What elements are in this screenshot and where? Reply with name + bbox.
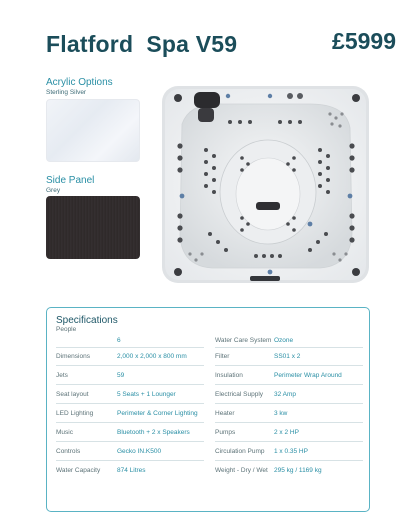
specifications-title: Specifications (56, 315, 118, 326)
spec-label: Dimensions (56, 353, 90, 360)
spec-value: Ozone (274, 337, 294, 344)
spec-label: LED Lighting (56, 410, 94, 417)
spec-value: 5 Seats + 1 Lounger (117, 391, 176, 398)
spec-label: Electrical Supply (215, 391, 264, 398)
spec-value: 1 x 0.35 HP (274, 448, 308, 455)
spec-value: 6 (117, 337, 121, 344)
spec-value: 3 kw (274, 410, 288, 417)
row-divider (215, 384, 363, 385)
side-panel-value: Grey (46, 187, 61, 194)
spec-value: Bluetooth + 2 x Speakers (117, 429, 190, 436)
spec-row (56, 467, 204, 489)
page-title: Flatford Spa V59 (46, 31, 238, 57)
spec-value: SS01 x 2 (274, 353, 301, 360)
row-divider (215, 347, 363, 348)
row-divider (56, 460, 204, 461)
spec-label: Music (56, 429, 73, 436)
spec-label: People (56, 326, 77, 333)
spec-value: Perimeter Wrap Around (274, 372, 342, 379)
spec-label: Insulation (215, 372, 243, 379)
spec-value: 32 Amp (274, 391, 297, 398)
row-divider (56, 403, 204, 404)
row-divider (56, 347, 204, 348)
acrylic-option-value: Sterling Silver (46, 89, 87, 96)
spec-label: Circulation Pump (215, 448, 265, 455)
spec-value: Gecko IN.K500 (117, 448, 162, 455)
price: £5999 (332, 28, 396, 54)
acrylic-options-heading: Acrylic Options (46, 77, 113, 88)
side-panel-swatch (46, 196, 140, 259)
spec-label: Seat layout (56, 391, 89, 398)
spec-label: Pumps (215, 429, 236, 436)
spec-label: Heater (215, 410, 235, 417)
spec-label: Controls (56, 448, 81, 455)
spec-value: 874 Litres (117, 467, 146, 474)
row-divider (215, 422, 363, 423)
spec-label: Water Capacity (56, 467, 101, 474)
row-divider (215, 403, 363, 404)
spec-value: 295 kg / 1169 kg (274, 467, 322, 474)
spec-row (56, 326, 204, 348)
row-divider (215, 441, 363, 442)
row-divider (215, 365, 363, 366)
side-panel-heading: Side Panel (46, 175, 95, 186)
row-divider (56, 365, 204, 366)
row-divider (56, 422, 204, 423)
spec-row (215, 467, 363, 489)
specifications-panel (46, 307, 370, 512)
spec-value: Perimeter & Corner Lighting (117, 410, 198, 417)
spa-top-view-image (160, 84, 371, 285)
spec-value: 2,000 x 2,000 x 800 mm (117, 353, 187, 360)
spa-illustration (160, 84, 371, 285)
spec-label: Weight - Dry / Wet (215, 467, 268, 474)
row-divider (56, 441, 204, 442)
spec-value: 2 x 2 HP (274, 429, 299, 436)
row-divider (56, 384, 204, 385)
spec-label: Jets (56, 372, 68, 379)
acrylic-swatch (46, 99, 140, 162)
spec-label: Filter (215, 353, 230, 360)
spec-label: Water Care System (215, 337, 272, 344)
row-divider (215, 460, 363, 461)
spec-value: 59 (117, 372, 125, 379)
